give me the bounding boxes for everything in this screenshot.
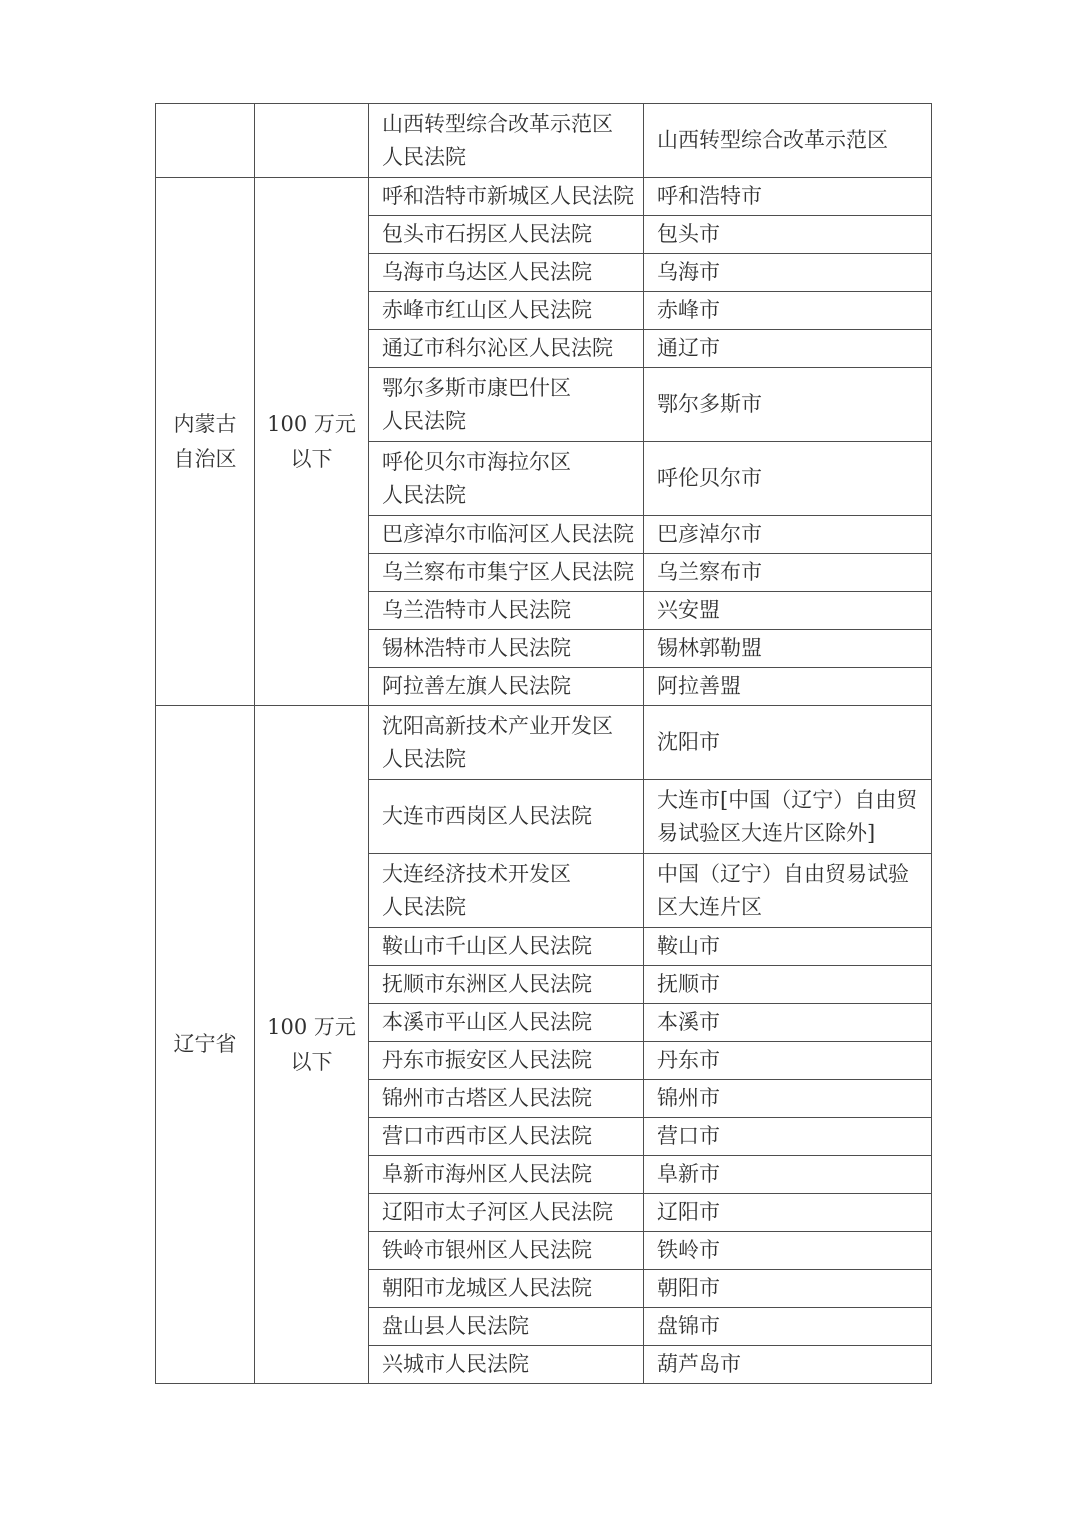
table-row [156,104,932,178]
jurisdiction-cell [644,668,932,706]
court-cell [369,780,644,854]
cell-line: 辽宁省 [173,1032,237,1056]
cell-line: 锦州市古塔区人民法院 [382,1086,592,1110]
court-cell [369,330,644,368]
court-cell [369,966,644,1004]
cell-line: 铁岭市 [657,1238,720,1262]
cell-line: 本溪市平山区人民法院 [382,1010,592,1034]
jurisdiction-cell [644,1156,932,1194]
jurisdiction-cell [644,592,932,630]
cell-line: 巴彦淖尔市 [657,522,762,546]
jurisdiction-cell [644,216,932,254]
jurisdiction-cell [644,1308,932,1346]
jurisdiction-cell [644,780,932,854]
cell-line: 营口市 [657,1124,720,1148]
cell-line: 通辽市科尔沁区人民法院 [382,336,613,360]
table-body [156,104,932,1384]
court-cell [369,368,644,442]
jurisdiction-cell [644,330,932,368]
jurisdiction-cell [644,1080,932,1118]
court-cell [369,292,644,330]
cell-line: 自治区 [173,446,237,471]
court-cell [369,1194,644,1232]
cell-line: 抚顺市东洲区人民法院 [382,972,592,996]
cell-line: 包头市 [657,222,720,246]
cell-line: 铁岭市银州区人民法院 [382,1238,592,1262]
court-cell [369,630,644,668]
cell-line: 辽阳市太子河区人民法院 [382,1200,613,1224]
cell-line: 阿拉善盟 [657,674,741,698]
cell-line: 乌海市 [657,260,720,284]
court-cell [369,854,644,928]
cell-line: 人民法院 [382,144,466,169]
cell-line: 丹东市 [657,1048,720,1072]
cell-line: 抚顺市 [657,972,720,996]
court-cell [369,442,644,516]
cell-line: 100 万元 [267,411,356,436]
jurisdiction-cell [644,1194,932,1232]
court-cell [369,1042,644,1080]
court-cell [369,928,644,966]
jurisdiction-cell [644,928,932,966]
cell-line: 乌兰察布市集宁区人民法院 [382,560,634,584]
cell-line: 辽阳市 [657,1200,720,1224]
jurisdiction-cell [644,1346,932,1384]
cell-line: 大连市西岗区人民法院 [382,804,592,828]
cell-line: 乌海市乌达区人民法院 [382,260,592,284]
table-row [156,178,932,216]
cell-line: 鄂尔多斯市 [657,392,762,416]
cell-line: 兴城市人民法院 [382,1352,529,1376]
cell-line: 赤峰市 [657,298,720,322]
cell-line: 内蒙古 [173,411,237,436]
cell-line: 阿拉善左旗人民法院 [382,674,571,698]
court-cell [369,592,644,630]
cell-line: 阜新市海州区人民法院 [382,1162,592,1186]
cell-line: 兴安盟 [657,598,720,622]
court-cell [369,1346,644,1384]
table-row [156,706,932,780]
court-cell [369,1308,644,1346]
jurisdiction-cell [644,630,932,668]
jurisdiction-cell [644,516,932,554]
cell-line: 鞍山市 [657,934,720,958]
cell-line: 盘山县人民法院 [382,1314,529,1338]
cell-line: 区大连片区 [657,894,762,919]
cell-line: 中国（辽宁）自由贸易试验 [657,861,909,886]
cell-line: 鞍山市千山区人民法院 [382,934,592,958]
cell-line: 乌兰察布市 [657,560,762,584]
jurisdiction-cell [644,1232,932,1270]
jurisdiction-cell [644,854,932,928]
court-cell [369,1080,644,1118]
cell-line: 葫芦岛市 [657,1352,741,1376]
jurisdiction-cell [644,442,932,516]
cell-line: 呼伦贝尔市海拉尔区 [382,449,571,474]
cell-line: 人民法院 [382,482,466,507]
cell-line: 呼和浩特市 [657,184,762,208]
jurisdiction-cell [644,178,932,216]
cell-line: 盘锦市 [657,1314,720,1338]
cell-line: 以下 [290,1049,333,1074]
cell-line: 朝阳市龙城区人民法院 [382,1276,592,1300]
amount-cell [255,178,369,706]
cell-line: 通辽市 [657,336,720,360]
amount-cell [255,104,369,178]
cell-line: 锦州市 [657,1086,720,1110]
court-cell [369,1004,644,1042]
jurisdiction-cell [644,1270,932,1308]
cell-line: 包头市石拐区人民法院 [382,222,592,246]
jurisdiction-cell [644,1042,932,1080]
cell-line: 锡林郭勒盟 [657,636,762,660]
court-cell [369,1118,644,1156]
court-cell [369,178,644,216]
cell-line: 易试验区大连片区除外] [657,820,876,845]
court-cell [369,516,644,554]
court-cell [369,706,644,780]
cell-line: 朝阳市 [657,1276,720,1300]
court-cell [369,668,644,706]
court-cell [369,554,644,592]
cell-line: 沈阳高新技术产业开发区 [382,713,613,738]
jurisdiction-cell [644,706,932,780]
court-cell [369,1232,644,1270]
province-cell [156,178,255,706]
cell-line: 阜新市 [657,1162,720,1186]
jurisdiction-cell [644,1004,932,1042]
cell-line: 本溪市 [657,1010,720,1034]
court-cell [369,104,644,178]
cell-line: 乌兰浩特市人民法院 [382,598,571,622]
jurisdiction-cell [644,254,932,292]
court-cell [369,216,644,254]
cell-line: 巴彦淖尔市临河区人民法院 [382,522,634,546]
jurisdiction-cell [644,368,932,442]
cell-line: 100 万元 [267,1014,356,1039]
cell-line: 呼伦贝尔市 [657,466,762,490]
jurisdiction-cell [644,554,932,592]
jurisdiction-cell [644,966,932,1004]
cell-line: 山西转型综合改革示范区 [382,111,613,136]
cell-line: 人民法院 [382,746,466,771]
cell-line: 锡林浩特市人民法院 [382,636,571,660]
province-cell [156,104,255,178]
cell-line: 人民法院 [382,894,466,919]
cell-line: 丹东市振安区人民法院 [382,1048,592,1072]
cell-line: 山西转型综合改革示范区 [657,128,888,152]
court-jurisdiction-table [155,103,932,1384]
jurisdiction-cell [644,104,932,178]
court-cell [369,1270,644,1308]
cell-line: 人民法院 [382,408,466,433]
amount-cell [255,706,369,1384]
cell-line: 赤峰市红山区人民法院 [382,298,592,322]
court-cell [369,1156,644,1194]
cell-line: 大连市[中国（辽宁）自由贸 [657,787,918,812]
jurisdiction-cell [644,1118,932,1156]
cell-line: 呼和浩特市新城区人民法院 [382,184,634,208]
jurisdiction-cell [644,292,932,330]
cell-line: 沈阳市 [657,730,720,754]
court-cell [369,254,644,292]
cell-line: 营口市西市区人民法院 [382,1124,592,1148]
province-cell [156,706,255,1384]
cell-line: 鄂尔多斯市康巴什区 [382,375,571,400]
cell-line: 大连经济技术开发区 [382,861,571,886]
cell-line: 以下 [290,446,333,471]
